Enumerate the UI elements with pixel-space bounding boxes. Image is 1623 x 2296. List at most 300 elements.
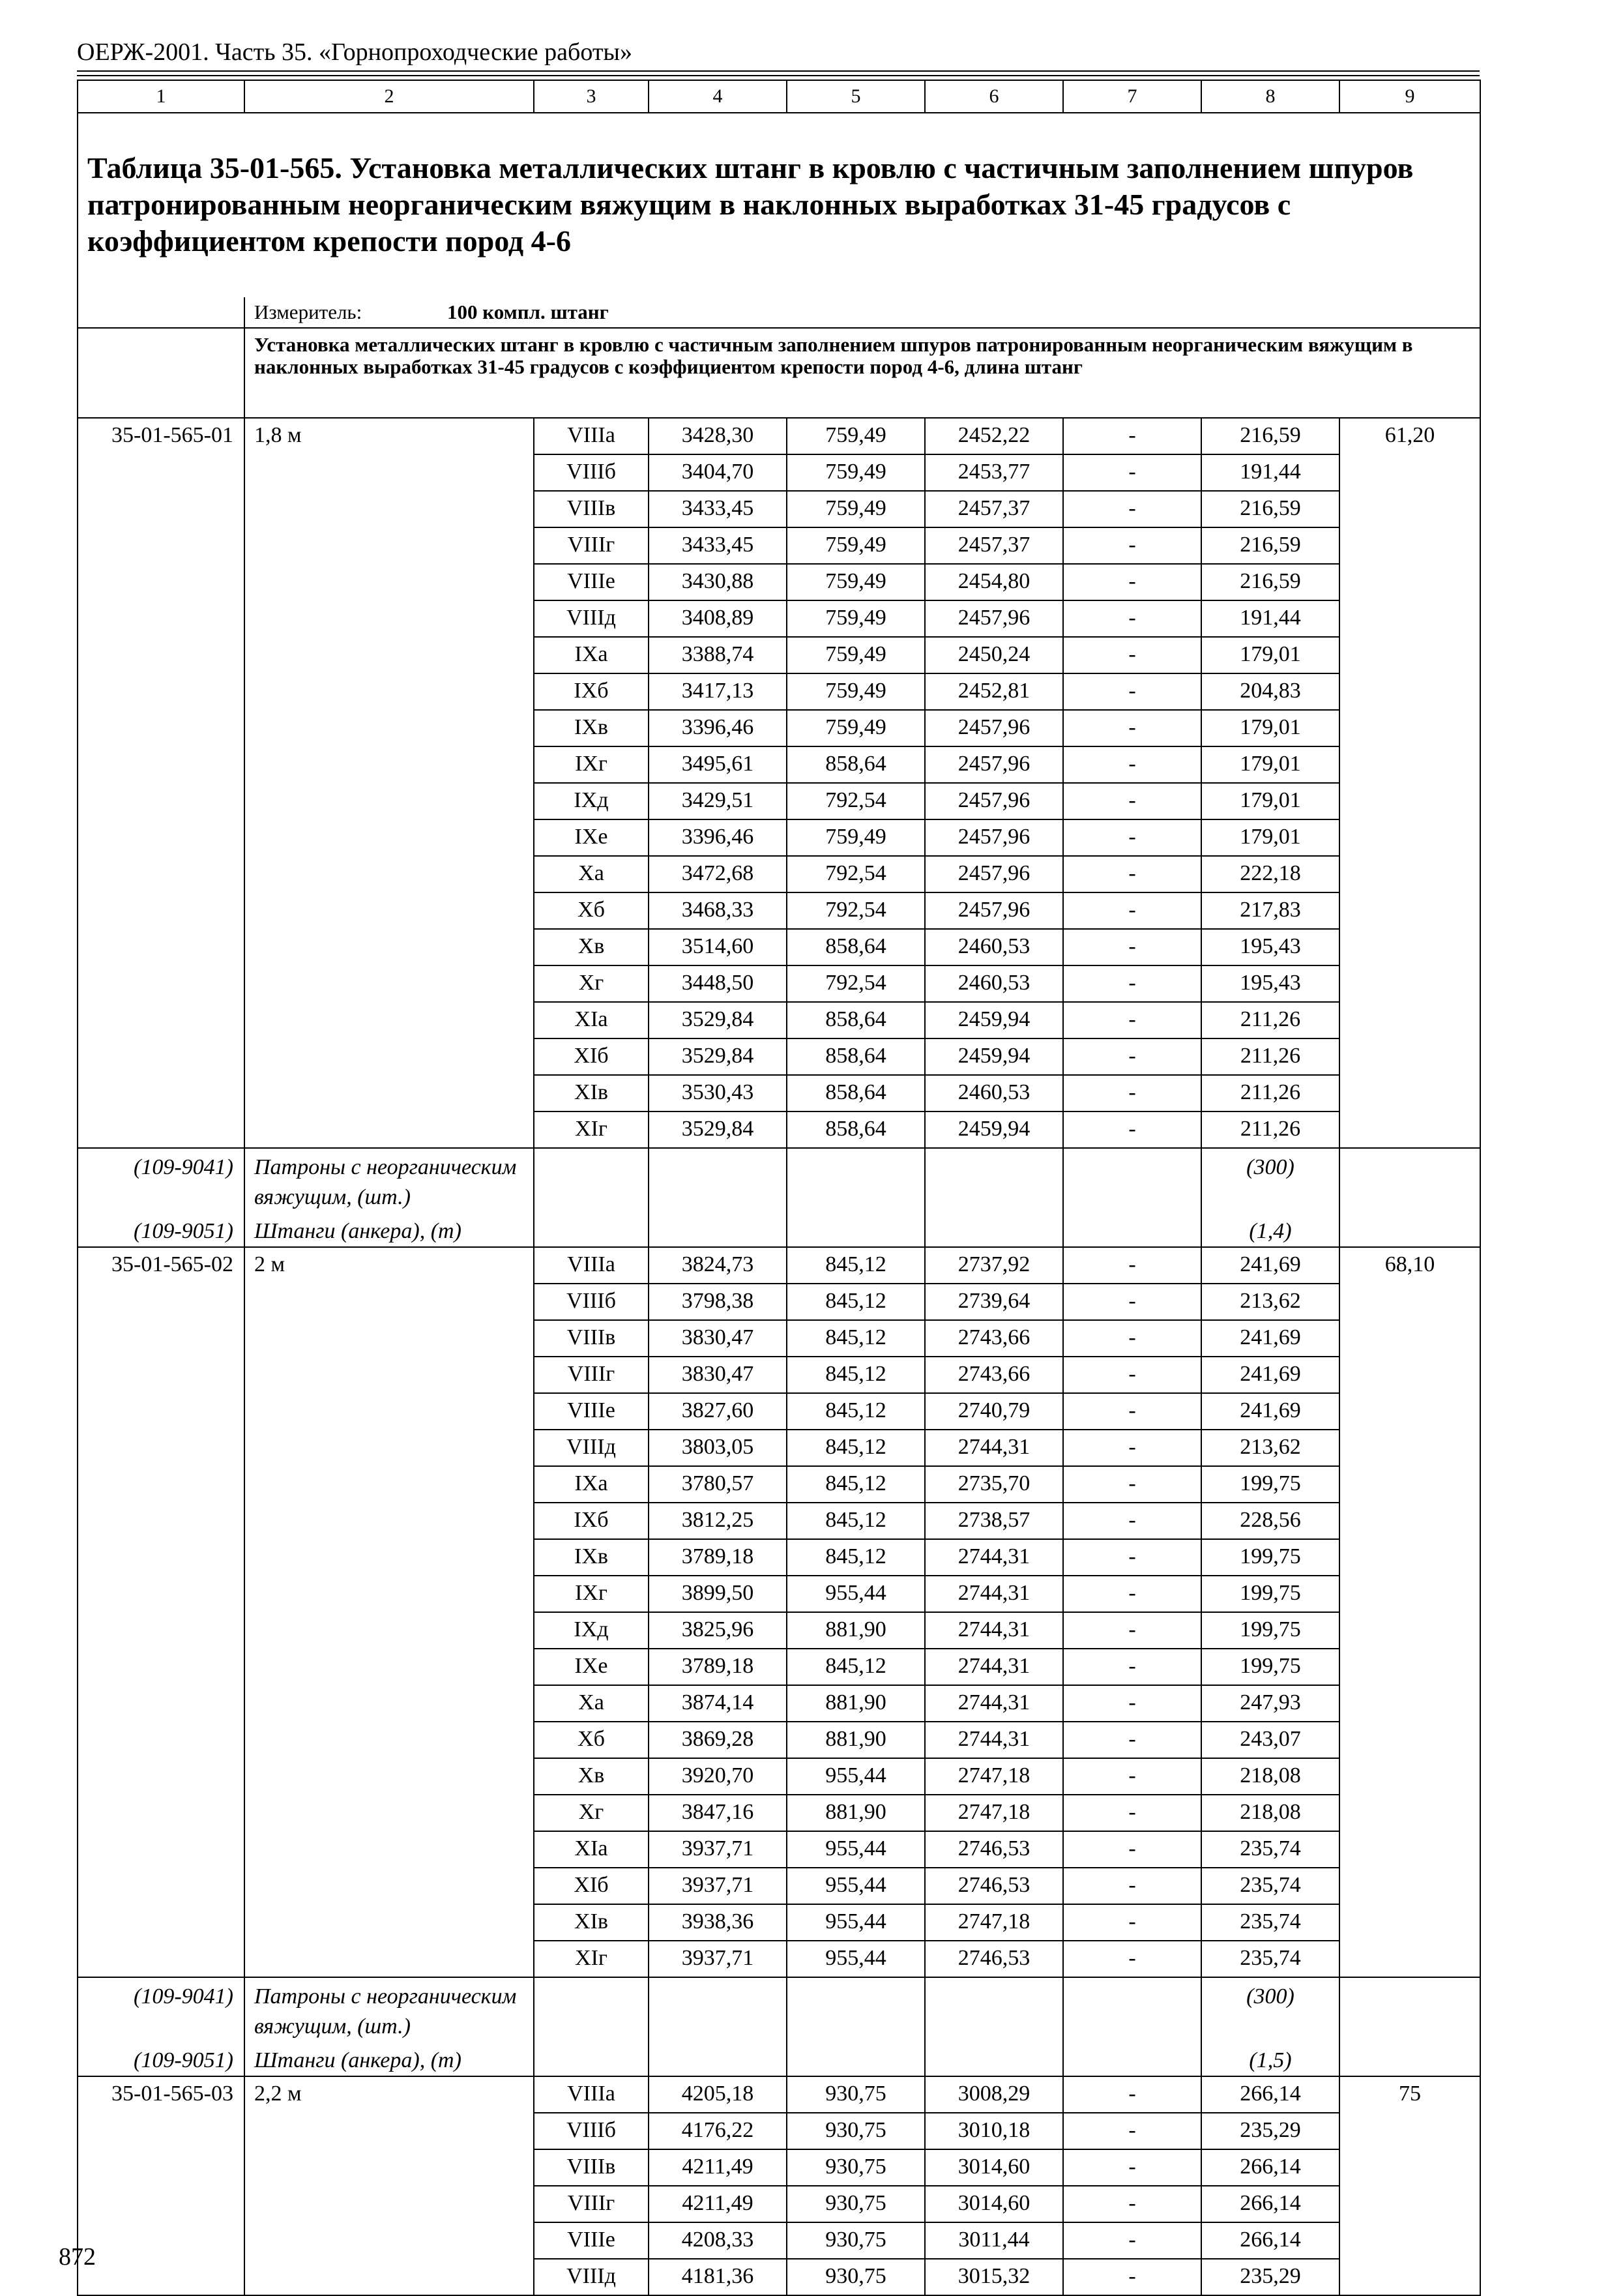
region-zone: VIIIв bbox=[534, 491, 649, 527]
rate-code bbox=[78, 1576, 244, 1612]
region-zone: Xа bbox=[534, 1685, 649, 1722]
labor-cost bbox=[1339, 1795, 1480, 1831]
total-cost: 3388,74 bbox=[649, 637, 787, 673]
empty-cell bbox=[649, 1977, 787, 2042]
materials: 216,59 bbox=[1201, 491, 1339, 527]
machines: 2735,70 bbox=[925, 1466, 1063, 1503]
labor-cost bbox=[1339, 491, 1480, 527]
rate-code bbox=[78, 1758, 244, 1795]
wages: 845,12 bbox=[787, 1393, 925, 1430]
region-zone: IXг bbox=[534, 1576, 649, 1612]
total-cost: 3433,45 bbox=[649, 491, 787, 527]
machines: 2746,53 bbox=[925, 1941, 1063, 1977]
labor-cost bbox=[1339, 1393, 1480, 1430]
total-cost: 3803,05 bbox=[649, 1430, 787, 1466]
measure-cell bbox=[244, 297, 1480, 328]
machinist-wages: - bbox=[1063, 929, 1201, 965]
empty-cell bbox=[1063, 1977, 1201, 2042]
region-zone: IXе bbox=[534, 1649, 649, 1685]
machines: 2457,96 bbox=[925, 600, 1063, 637]
labor-cost bbox=[1339, 1430, 1480, 1466]
rate-code bbox=[78, 929, 244, 965]
rate-code bbox=[78, 1430, 244, 1466]
total-cost: 3430,88 bbox=[649, 564, 787, 600]
rate-code bbox=[78, 1649, 244, 1685]
column-number: 7 bbox=[1063, 80, 1201, 113]
table-title-row bbox=[78, 113, 1480, 297]
material-code: (109-9051) bbox=[78, 1213, 244, 1247]
machinist-wages: - bbox=[1063, 1904, 1201, 1941]
materials: 199,75 bbox=[1201, 1466, 1339, 1503]
region-zone: Xб bbox=[534, 892, 649, 929]
region-zone: IXд bbox=[534, 783, 649, 819]
total-cost: 4211,49 bbox=[649, 2149, 787, 2186]
rate-code bbox=[78, 783, 244, 819]
measure-row bbox=[78, 297, 1480, 328]
labor-cost bbox=[1339, 892, 1480, 929]
machines: 3014,60 bbox=[925, 2149, 1063, 2186]
wages: 845,12 bbox=[787, 1320, 925, 1357]
machinist-wages: - bbox=[1063, 1576, 1201, 1612]
materials: 179,01 bbox=[1201, 710, 1339, 746]
rod-length bbox=[244, 929, 534, 965]
machines: 3014,60 bbox=[925, 2186, 1063, 2222]
rate-code bbox=[78, 1868, 244, 1904]
region-zone: IXа bbox=[534, 1466, 649, 1503]
rod-length bbox=[244, 819, 534, 856]
region-zone: VIIIа bbox=[534, 2076, 649, 2113]
table-row bbox=[78, 1430, 1480, 1466]
region-zone: VIIIг bbox=[534, 2186, 649, 2222]
material-code: (109-9041) bbox=[78, 1148, 244, 1213]
wages: 845,12 bbox=[787, 1503, 925, 1539]
rod-length bbox=[244, 892, 534, 929]
rate-code bbox=[78, 1539, 244, 1576]
wages: 858,64 bbox=[787, 746, 925, 783]
machinist-wages: - bbox=[1063, 1284, 1201, 1320]
labor-cost bbox=[1339, 1320, 1480, 1357]
wages: 759,49 bbox=[787, 418, 925, 454]
wages: 881,90 bbox=[787, 1685, 925, 1722]
wages: 881,90 bbox=[787, 1722, 925, 1758]
machines: 2747,18 bbox=[925, 1795, 1063, 1831]
rate-code bbox=[78, 1466, 244, 1503]
wages: 858,64 bbox=[787, 1002, 925, 1038]
rod-length: 2,2 м bbox=[244, 2076, 534, 2113]
machinist-wages: - bbox=[1063, 2113, 1201, 2149]
machines: 2452,22 bbox=[925, 418, 1063, 454]
machinist-wages: - bbox=[1063, 965, 1201, 1002]
labor-cost bbox=[1339, 454, 1480, 491]
rod-length bbox=[244, 1284, 534, 1320]
machines: 2460,53 bbox=[925, 965, 1063, 1002]
material-quantity: (1,5) bbox=[1201, 2042, 1339, 2076]
machinist-wages: - bbox=[1063, 527, 1201, 564]
rod-length bbox=[244, 1075, 534, 1111]
region-zone: Xа bbox=[534, 856, 649, 892]
materials: 266,14 bbox=[1201, 2186, 1339, 2222]
wages: 858,64 bbox=[787, 929, 925, 965]
materials: 266,14 bbox=[1201, 2076, 1339, 2113]
column-number: 3 bbox=[534, 80, 649, 113]
machinist-wages: - bbox=[1063, 1075, 1201, 1111]
rod-length bbox=[244, 1685, 534, 1722]
materials: 213,62 bbox=[1201, 1284, 1339, 1320]
materials: 266,14 bbox=[1201, 2222, 1339, 2259]
machines: 2746,53 bbox=[925, 1868, 1063, 1904]
materials: 179,01 bbox=[1201, 637, 1339, 673]
table-row bbox=[78, 746, 1480, 783]
machines: 2744,31 bbox=[925, 1430, 1063, 1466]
rod-length bbox=[244, 1941, 534, 1977]
rod-length bbox=[244, 1612, 534, 1649]
table-row bbox=[78, 1612, 1480, 1649]
total-cost: 3789,18 bbox=[649, 1649, 787, 1685]
rod-length bbox=[244, 1393, 534, 1430]
total-cost: 4211,49 bbox=[649, 2186, 787, 2222]
rod-length bbox=[244, 965, 534, 1002]
wages: 858,64 bbox=[787, 1111, 925, 1148]
materials: 235,74 bbox=[1201, 1831, 1339, 1868]
rod-length bbox=[244, 1503, 534, 1539]
rod-length bbox=[244, 491, 534, 527]
total-cost: 3938,36 bbox=[649, 1904, 787, 1941]
labor-cost bbox=[1339, 819, 1480, 856]
machinist-wages: - bbox=[1063, 2076, 1201, 2113]
machines: 2459,94 bbox=[925, 1038, 1063, 1075]
region-zone: XIв bbox=[534, 1075, 649, 1111]
region-zone: VIIIа bbox=[534, 1247, 649, 1284]
machines: 3011,44 bbox=[925, 2222, 1063, 2259]
labor-cost bbox=[1339, 2149, 1480, 2186]
machinist-wages: - bbox=[1063, 856, 1201, 892]
rate-code bbox=[78, 564, 244, 600]
machines: 2743,66 bbox=[925, 1357, 1063, 1393]
total-cost: 3812,25 bbox=[649, 1503, 787, 1539]
rod-length bbox=[244, 1795, 534, 1831]
rate-code bbox=[78, 1002, 244, 1038]
labor-cost bbox=[1339, 1722, 1480, 1758]
table-description: Установка металлических штанг в кровлю с частичным заполнением шпуров патронированным неорганическим вяжущим в наклонных выработках 31-45 градусов с коэффициентом крепости пород 4-6, длина штанг bbox=[244, 328, 1480, 418]
empty-cell bbox=[1339, 2042, 1480, 2076]
materials: 211,26 bbox=[1201, 1075, 1339, 1111]
empty-cell bbox=[787, 1148, 925, 1213]
table-row bbox=[78, 1539, 1480, 1576]
table-row bbox=[78, 1868, 1480, 1904]
region-zone: Xв bbox=[534, 1758, 649, 1795]
table-row bbox=[78, 1722, 1480, 1758]
materials: 241,69 bbox=[1201, 1247, 1339, 1284]
empty-cell bbox=[534, 1213, 649, 1247]
wages: 792,54 bbox=[787, 965, 925, 1002]
machines: 2460,53 bbox=[925, 929, 1063, 965]
rod-length bbox=[244, 637, 534, 673]
machinist-wages: - bbox=[1063, 1111, 1201, 1148]
labor-cost bbox=[1339, 600, 1480, 637]
wages: 858,64 bbox=[787, 1075, 925, 1111]
rod-length bbox=[244, 527, 534, 564]
rod-length bbox=[244, 2259, 534, 2295]
labor-cost bbox=[1339, 1075, 1480, 1111]
region-zone: XIг bbox=[534, 1941, 649, 1977]
rod-length bbox=[244, 1539, 534, 1576]
empty-cell bbox=[534, 2042, 649, 2076]
description-row bbox=[78, 328, 1480, 418]
total-cost: 3827,60 bbox=[649, 1393, 787, 1430]
table-row bbox=[78, 965, 1480, 1002]
rate-code bbox=[78, 600, 244, 637]
total-cost: 3495,61 bbox=[649, 746, 787, 783]
labor-cost bbox=[1339, 2222, 1480, 2259]
material-code: (109-9051) bbox=[78, 2042, 244, 2076]
column-number: 1 bbox=[78, 80, 244, 113]
region-zone: Xв bbox=[534, 929, 649, 965]
wages: 858,64 bbox=[787, 1038, 925, 1075]
material-name: Штанги (анкера), (т) bbox=[244, 2042, 534, 2076]
total-cost: 3417,13 bbox=[649, 673, 787, 710]
rate-code bbox=[78, 746, 244, 783]
wages: 845,12 bbox=[787, 1247, 925, 1284]
labor-cost bbox=[1339, 2113, 1480, 2149]
machinist-wages: - bbox=[1063, 819, 1201, 856]
total-cost: 3830,47 bbox=[649, 1320, 787, 1357]
machinist-wages: - bbox=[1063, 1357, 1201, 1393]
materials: 204,83 bbox=[1201, 673, 1339, 710]
machines: 2740,79 bbox=[925, 1393, 1063, 1430]
table-row bbox=[78, 1503, 1480, 1539]
machinist-wages: - bbox=[1063, 1466, 1201, 1503]
machinist-wages: - bbox=[1063, 1320, 1201, 1357]
machinist-wages: - bbox=[1063, 710, 1201, 746]
labor-cost bbox=[1339, 1758, 1480, 1795]
column-number: 9 bbox=[1339, 80, 1480, 113]
machines: 2744,31 bbox=[925, 1685, 1063, 1722]
rate-code bbox=[78, 2149, 244, 2186]
table-row bbox=[78, 1685, 1480, 1722]
rod-length: 1,8 м bbox=[244, 418, 534, 454]
region-zone: XIа bbox=[534, 1002, 649, 1038]
materials: 211,26 bbox=[1201, 1111, 1339, 1148]
column-number: 8 bbox=[1201, 80, 1339, 113]
rod-length bbox=[244, 1868, 534, 1904]
empty-cell bbox=[1339, 1148, 1480, 1213]
total-cost: 3825,96 bbox=[649, 1612, 787, 1649]
rate-code bbox=[78, 2186, 244, 2222]
materials: 235,74 bbox=[1201, 1868, 1339, 1904]
rod-length bbox=[244, 1649, 534, 1685]
machinist-wages: - bbox=[1063, 454, 1201, 491]
wages: 955,44 bbox=[787, 1831, 925, 1868]
rate-code bbox=[78, 1320, 244, 1357]
table-row bbox=[78, 1247, 1480, 1284]
empty-cell bbox=[787, 1977, 925, 2042]
rod-length bbox=[244, 710, 534, 746]
region-zone: VIIIд bbox=[534, 600, 649, 637]
rate-code bbox=[78, 491, 244, 527]
machines: 2744,31 bbox=[925, 1722, 1063, 1758]
labor-cost bbox=[1339, 1831, 1480, 1868]
table-row bbox=[78, 1466, 1480, 1503]
machinist-wages: - bbox=[1063, 418, 1201, 454]
labor-cost bbox=[1339, 1685, 1480, 1722]
materials: 179,01 bbox=[1201, 783, 1339, 819]
region-zone: Xб bbox=[534, 1722, 649, 1758]
machinist-wages: - bbox=[1063, 1941, 1201, 1977]
region-zone: VIIIг bbox=[534, 527, 649, 564]
machinist-wages: - bbox=[1063, 1612, 1201, 1649]
total-cost: 3529,84 bbox=[649, 1111, 787, 1148]
rod-length bbox=[244, 746, 534, 783]
rate-code bbox=[78, 2222, 244, 2259]
column-numbers-row bbox=[78, 80, 1480, 113]
machinist-wages: - bbox=[1063, 2222, 1201, 2259]
wages: 845,12 bbox=[787, 1284, 925, 1320]
rate-code bbox=[78, 892, 244, 929]
wages: 955,44 bbox=[787, 1904, 925, 1941]
wages: 930,75 bbox=[787, 2149, 925, 2186]
total-cost: 3937,71 bbox=[649, 1868, 787, 1904]
materials: 228,56 bbox=[1201, 1503, 1339, 1539]
materials: 211,26 bbox=[1201, 1002, 1339, 1038]
wages: 759,49 bbox=[787, 454, 925, 491]
table-row bbox=[78, 1393, 1480, 1430]
material-row bbox=[78, 1148, 1480, 1213]
labor-cost bbox=[1339, 1466, 1480, 1503]
machines: 2453,77 bbox=[925, 454, 1063, 491]
rod-length bbox=[244, 2113, 534, 2149]
wages: 759,49 bbox=[787, 564, 925, 600]
materials: 235,29 bbox=[1201, 2113, 1339, 2149]
wages: 759,49 bbox=[787, 491, 925, 527]
wages: 845,12 bbox=[787, 1430, 925, 1466]
machines: 2739,64 bbox=[925, 1284, 1063, 1320]
materials: 199,75 bbox=[1201, 1612, 1339, 1649]
table-row bbox=[78, 1075, 1480, 1111]
total-cost: 3830,47 bbox=[649, 1357, 787, 1393]
labor-cost bbox=[1339, 673, 1480, 710]
total-cost: 3937,71 bbox=[649, 1831, 787, 1868]
machines: 2747,18 bbox=[925, 1904, 1063, 1941]
wages: 792,54 bbox=[787, 856, 925, 892]
measure-value: 100 компл. штанг bbox=[447, 301, 609, 323]
machinist-wages: - bbox=[1063, 1868, 1201, 1904]
total-cost: 3869,28 bbox=[649, 1722, 787, 1758]
machinist-wages: - bbox=[1063, 1503, 1201, 1539]
total-cost: 4176,22 bbox=[649, 2113, 787, 2149]
rod-length bbox=[244, 1758, 534, 1795]
total-cost: 3408,89 bbox=[649, 600, 787, 637]
machinist-wages: - bbox=[1063, 2149, 1201, 2186]
labor-cost bbox=[1339, 1904, 1480, 1941]
rate-code bbox=[78, 710, 244, 746]
rate-code: 35-01-565-02 bbox=[78, 1247, 244, 1284]
rod-length bbox=[244, 1722, 534, 1758]
machinist-wages: - bbox=[1063, 1539, 1201, 1576]
rate-code bbox=[78, 673, 244, 710]
table-row bbox=[78, 1111, 1480, 1148]
table-row bbox=[78, 2076, 1480, 2113]
materials: 195,43 bbox=[1201, 965, 1339, 1002]
rod-length bbox=[244, 1038, 534, 1075]
table-row bbox=[78, 1831, 1480, 1868]
labor-cost: 61,20 bbox=[1339, 418, 1480, 454]
column-number: 2 bbox=[244, 80, 534, 113]
table-title: Таблица 35-01-565. Установка металлических штанг в кровлю с частичным заполнением шпуров патронированным неорганическим вяжущим в наклонных выработках 31-45 градусов с коэффициентом крепости пород 4-6 bbox=[78, 113, 1480, 297]
wages: 881,90 bbox=[787, 1795, 925, 1831]
rod-length bbox=[244, 564, 534, 600]
labor-cost bbox=[1339, 1002, 1480, 1038]
empty-cell bbox=[925, 1213, 1063, 1247]
labor-cost bbox=[1339, 1941, 1480, 1977]
materials: 213,62 bbox=[1201, 1430, 1339, 1466]
wages: 759,49 bbox=[787, 710, 925, 746]
rate-code bbox=[78, 1357, 244, 1393]
wages: 955,44 bbox=[787, 1941, 925, 1977]
machines: 2737,92 bbox=[925, 1247, 1063, 1284]
total-cost: 4208,33 bbox=[649, 2222, 787, 2259]
total-cost: 3429,51 bbox=[649, 783, 787, 819]
empty-cell bbox=[787, 2042, 925, 2076]
materials: 222,18 bbox=[1201, 856, 1339, 892]
measure-label: Измеритель: bbox=[254, 301, 362, 323]
materials: 266,14 bbox=[1201, 2149, 1339, 2186]
total-cost: 3789,18 bbox=[649, 1539, 787, 1576]
rate-code bbox=[78, 1038, 244, 1075]
table-row bbox=[78, 710, 1480, 746]
table-row bbox=[78, 454, 1480, 491]
region-zone: XIг bbox=[534, 1111, 649, 1148]
materials: 218,08 bbox=[1201, 1795, 1339, 1831]
header-rule-2 bbox=[77, 75, 1480, 76]
rod-length bbox=[244, 1576, 534, 1612]
table-row bbox=[78, 491, 1480, 527]
total-cost: 3824,73 bbox=[649, 1247, 787, 1284]
region-zone: VIIIе bbox=[534, 1393, 649, 1430]
rate-code bbox=[78, 2259, 244, 2295]
region-zone: VIIIв bbox=[534, 2149, 649, 2186]
total-cost: 3433,45 bbox=[649, 527, 787, 564]
materials: 179,01 bbox=[1201, 819, 1339, 856]
rod-length bbox=[244, 600, 534, 637]
machinist-wages: - bbox=[1063, 600, 1201, 637]
table-row bbox=[78, 673, 1480, 710]
description-spacer bbox=[78, 328, 244, 418]
machinist-wages: - bbox=[1063, 1649, 1201, 1685]
table-row bbox=[78, 2186, 1480, 2222]
machines: 2457,37 bbox=[925, 491, 1063, 527]
labor-cost bbox=[1339, 527, 1480, 564]
materials: 218,08 bbox=[1201, 1758, 1339, 1795]
machines: 2457,96 bbox=[925, 746, 1063, 783]
labor-cost bbox=[1339, 1038, 1480, 1075]
rate-code bbox=[78, 1904, 244, 1941]
rate-code bbox=[78, 856, 244, 892]
table-row bbox=[78, 418, 1480, 454]
materials: 191,44 bbox=[1201, 600, 1339, 637]
rate-code bbox=[78, 527, 244, 564]
labor-cost bbox=[1339, 2186, 1480, 2222]
rod-length bbox=[244, 1320, 534, 1357]
rod-length bbox=[244, 1904, 534, 1941]
machines: 2744,31 bbox=[925, 1576, 1063, 1612]
materials: 191,44 bbox=[1201, 454, 1339, 491]
table-row bbox=[78, 929, 1480, 965]
material-quantity: (300) bbox=[1201, 1977, 1339, 2042]
material-name: Патроны с неорганическим вяжущим, (шт.) bbox=[244, 1148, 534, 1213]
labor-cost bbox=[1339, 1539, 1480, 1576]
page-number: 872 bbox=[59, 2243, 96, 2271]
machinist-wages: - bbox=[1063, 783, 1201, 819]
